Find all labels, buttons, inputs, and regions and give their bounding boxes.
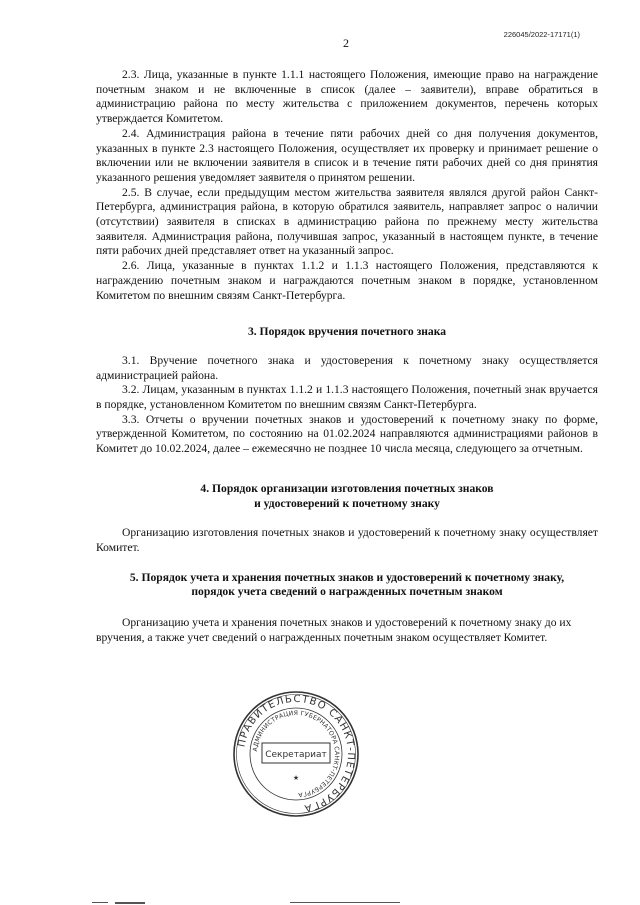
footer-line-left-a	[92, 902, 108, 903]
footer-line-left-b	[115, 902, 145, 904]
stamp-outer-text: ПРАВИТЕЛЬСТВО САНКТ-ПЕТЕРБУРГА	[236, 693, 357, 814]
paragraph-3-3: 3.3. Отчеты о вручении почетных знаков и удостоверений к почетному знаку по форме, утвержденной Комитетом, по состоянию на 01.02.2024 направляются администрациями районов в Комитет до 10.02.2024, далее – ежемесячно не позднее 10 числа месяца, следующего за отчетным.	[96, 412, 598, 456]
section-4-title-line2: и удостоверений к почетному знаку	[254, 496, 440, 510]
section-3-heading	[96, 325, 598, 340]
section-5-heading	[96, 571, 598, 600]
stamp-center-text: Секретариат	[265, 750, 327, 760]
section-5-title-line2: порядок учета сведений о награжденных почетным знаком	[191, 585, 503, 599]
paragraph-5: Организацию учета и хранения почетных знаков и удостоверений к почетному знаку до их вручения, а также учет сведений о награжденных почетным знаком осуществляет Комитет.	[96, 616, 572, 644]
section-4-title-line1: 4. Порядок организации изготовления почетных знаков	[200, 481, 494, 495]
paragraph-3-1: 3.1. Вручение почетного знака и удостоверения к почетному знаку осуществляется администрацией района.	[96, 353, 598, 382]
footer-line-right	[290, 902, 400, 903]
paragraph-2-5: 2.5. В случае, если предыдущим местом жительства заявителя являлся другой район Санкт-Петербурга, администрация района, в которую обратился заявитель, направляет запрос о наличии (отсутствии) заявителя в списках в администрацию района по прежнему месту жительства заявителя. Администрация района, получившая запрос, указанный в настоящем пункте, в течение пяти рабочих дней представляет ответ на указанный запрос.	[96, 185, 598, 258]
page-number: 2	[343, 36, 349, 50]
paragraph-2-6: 2.6. Лица, указанные в пунктах 1.1.2 и 1.1.3 настоящего Положения, представляются к награждению почетным знаком и награждаются почетным знаком в порядке, установленном Комитетом по внешним связям Санкт-Петербурга.	[96, 259, 598, 302]
paragraph-4: Организацию изготовления почетных знаков и удостоверений к почетному знаку осуществляет Комитет.	[96, 526, 598, 554]
paragraph-3-2: 3.2. Лицам, указанным в пунктах 1.1.2 и 1.1.3 настоящего Положения, почетный знак вручается в порядке, установленном Комитетом по внешним связям Санкт-Петербурга.	[96, 383, 598, 412]
section-3-title: 3. Порядок вручения почетного знака	[247, 325, 447, 339]
stamp-inner-text: АДМИНИСТРАЦИЯ ГУБЕРНАТОРА САНКТ-ПЕТЕРБУРГА	[252, 709, 341, 798]
stamp-star-icon: ★	[292, 774, 300, 782]
official-stamp	[232, 690, 360, 818]
section-4-heading	[96, 482, 598, 511]
document-body	[96, 68, 598, 646]
paragraph-2-3: 2.3. Лица, указанные в пункте 1.1.1 настоящего Положения, имеющие право на награждение почетным знаком и не включенные в список (далее – заявители), вправе обратиться в администрацию района по месту жительства с приложением документов, перечень которых утверждается Комитетом.	[96, 68, 598, 126]
paragraph-2-4: 2.4. Администрация района в течение пяти рабочих дней со дня получения документов, указанных в пункте 2.3 настоящего Положения, осуществляет их проверку и принимает решение о включении или не включении заявителя в список и в течение пяти рабочих дней со дня принятия указанного решения уведомляет заявителя о принятом решении.	[96, 126, 598, 184]
section-5-title-line1: 5. Порядок учета и хранения почетных знаков и удостоверений к почетному знаку,	[129, 570, 565, 584]
document-id: 226045/2022-17171(1)	[503, 30, 580, 39]
